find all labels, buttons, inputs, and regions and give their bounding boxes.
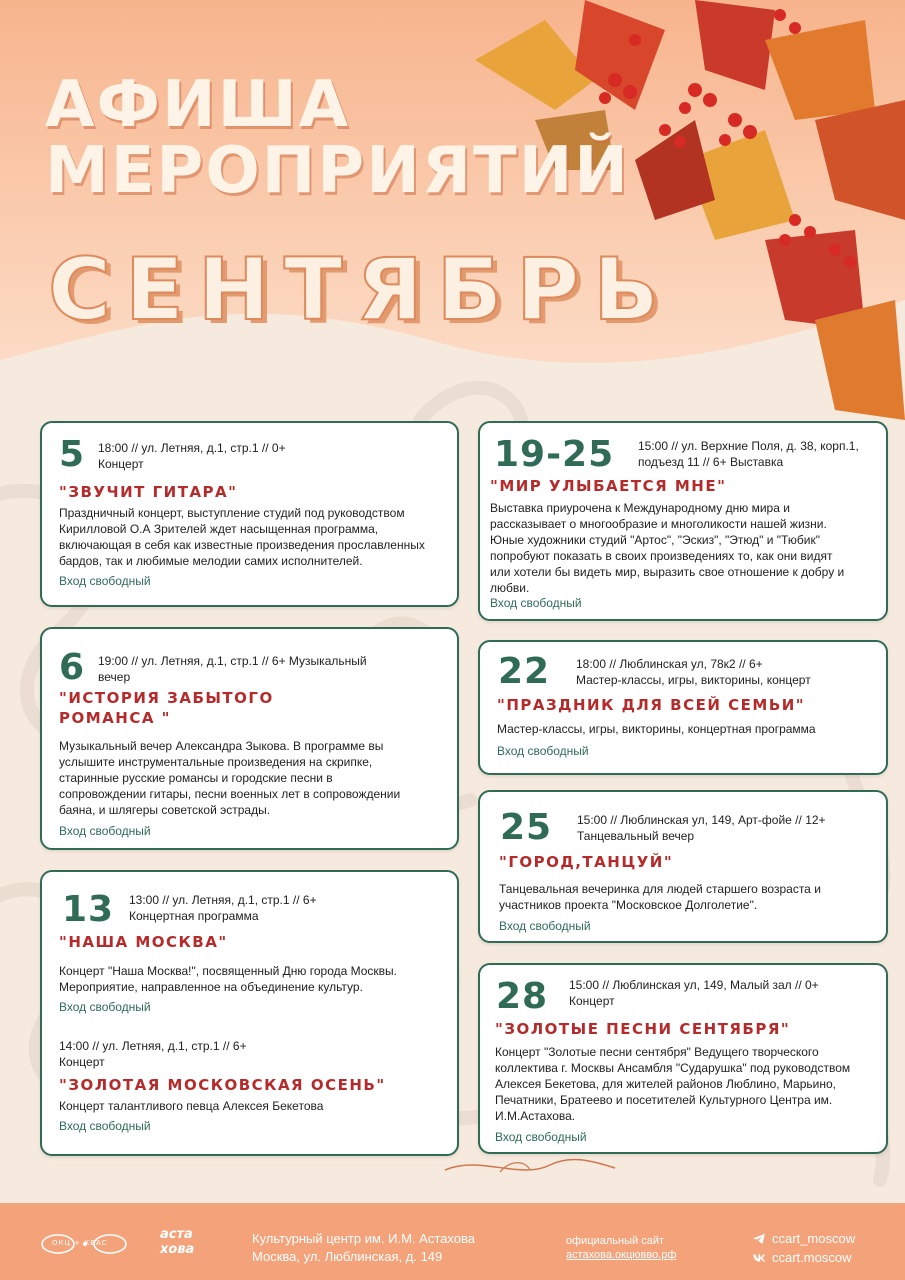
event-date: 25 (500, 807, 553, 848)
event-meta-line1: 13:00 // ул. Летняя, д.1, стр.1 // 6+ (129, 893, 317, 907)
poster-title-line2: МЕРОПРИЯТИЙ (45, 134, 630, 208)
event-title: "ЗОЛОТЫЕ ПЕСНИ СЕНТЯБРЯ" (495, 1020, 791, 1038)
event-meta (129, 892, 317, 924)
event-description: Мастер-классы, игры, викторины, концертная программа (497, 722, 816, 736)
event-meta-line2: подъезд 11 // 6+ Выставка (638, 455, 784, 469)
description-line: или хотели бы видеть мир, выразить свое отношение к добру и (490, 565, 845, 579)
event-meta (98, 440, 286, 472)
org-address: Москва, ул. Люблинская, д. 149 (252, 1249, 443, 1264)
description-line: Мероприятие, направленное на объединение культур. (59, 980, 363, 994)
event-meta-line2: Танцевальный вечер (577, 829, 695, 843)
description-line: старинные русские романсы и городские песни в (59, 771, 333, 785)
event-date: 5 (59, 434, 86, 475)
org-info (252, 1230, 475, 1266)
event-meta-line2: вечер (98, 670, 131, 684)
description-line: Алексея Бекетова, для жителей районов Люблино, Марьино, (495, 1077, 836, 1091)
description-line: сопровождении гитары, песни военных лет в сопровождении (59, 787, 401, 801)
telegram-icon (752, 1232, 766, 1246)
description-line: Праздничный концерт, выступление студий под руководством (59, 506, 405, 520)
description-line: Концерт "Наша Москва!", посвященный Дню города Москвы. (59, 964, 398, 978)
astahova-logo-line1: аста (160, 1227, 193, 1242)
description-line: баяна, и шлягеры советской эстрады. (59, 803, 271, 817)
event-description (495, 1044, 850, 1124)
event-meta-line2: Концертная программа (129, 909, 259, 923)
entry-note: Вход свободный (495, 1130, 587, 1144)
event-title: "МИР УЛЫБАЕТСЯ МНЕ" (490, 477, 727, 495)
vk-link[interactable] (752, 1248, 855, 1267)
event-meta-line2: Концерт (569, 994, 615, 1008)
entry-note: Вход свободный (497, 744, 589, 758)
event-date: 22 (498, 651, 551, 692)
event-meta (569, 977, 819, 1009)
event-date: 28 (496, 976, 549, 1017)
okc-kvas-logo (40, 1233, 130, 1255)
description-line: Кирилловой О.А Зрителей ждет насыщенная программа, (59, 522, 379, 536)
event-date: 19-25 (494, 434, 615, 475)
event-description (59, 738, 400, 818)
event-title: "ЗВУЧИТ ГИТАРА" (59, 483, 238, 501)
event-date: 13 (62, 889, 115, 930)
entry-note: Вход свободный (59, 1119, 151, 1133)
event-meta-line1: 14:00 // ул. Летняя, д.1, стр.1 // 6+ (59, 1039, 247, 1053)
event-date: 6 (59, 647, 86, 688)
event-card-5 (40, 421, 459, 607)
event-card-19-25 (478, 421, 888, 621)
event-title: "ГОРОД,ТАНЦУЙ" (499, 853, 674, 871)
event-meta-line1: 15:00 // ул. Верхние Поля, д. 38, корп.1, (638, 439, 859, 453)
event-title-line1: "ИСТОРИЯ ЗАБЫТОГО (59, 689, 274, 707)
description-line: И.М.Астахова. (495, 1109, 576, 1123)
description-line: участников проекта "Московское Долголетие". (499, 898, 758, 912)
description-line: Печатники, Братеево и посетителей Культурного Центра им. (495, 1093, 833, 1107)
swirl-ornament (440, 1150, 620, 1180)
event-meta (638, 438, 859, 470)
astahova-logo (160, 1227, 206, 1263)
site-link[interactable]: астахова.окцювво.рф (566, 1249, 677, 1261)
event-title-line2: РОМАНСА " (59, 709, 171, 727)
entry-note: Вход свободный (59, 824, 151, 838)
description-line: коллектива г. Москвы Ансамбля "Сударушка" под руководством (495, 1061, 851, 1075)
event-meta-line1: 19:00 // ул. Летняя, д.1, стр.1 // 6+ Музыкальный (98, 654, 367, 668)
description-line: услышите инструментальные произведения на скрипке, (59, 755, 373, 769)
event-description (59, 505, 425, 569)
event-meta-line1: 15:00 // Люблинская ул, 149, Малый зал // 0+ (569, 978, 819, 992)
org-name: Культурный центр им. И.М. Астахова (252, 1231, 475, 1246)
okc-kvas-logo-text: ОКЦ + КВАС (52, 1239, 108, 1247)
event-meta-second (59, 1038, 247, 1070)
entry-note: Вход свободный (59, 574, 151, 588)
event-meta-line2: Концерт (98, 457, 144, 471)
event-meta-line1: 18:00 // ул. Летняя, д.1, стр.1 // 0+ (98, 441, 286, 455)
vk-handle: ccart.moscow (772, 1250, 852, 1265)
description-line: Юные художники студий "Артос", "Эскиз", "Этюд" и "Тюбик" (490, 533, 820, 547)
event-meta-line2: Мастер-классы, игры, викторины, концерт (576, 673, 811, 687)
event-meta (577, 812, 826, 844)
event-card-6 (40, 627, 459, 850)
event-meta-line2: Концерт (59, 1055, 105, 1069)
event-title: "ПРАЗДНИК ДЛЯ ВСЕЙ СЕМЬИ" (497, 696, 806, 714)
poster-title-line1: АФИША (45, 68, 351, 142)
event-description (490, 500, 844, 596)
event-description-second: Концерт талантливого певца Алексея Бекетова (59, 1099, 324, 1113)
description-line: Концерт "Золотые песни сентября" Ведущего творческого (495, 1045, 819, 1059)
event-meta (98, 653, 367, 685)
entry-note: Вход свободный (59, 1000, 151, 1014)
autumn-foliage-illustration (435, 0, 905, 440)
description-line: бардов, так и любимые мелодии самих исполнителей. (59, 554, 363, 568)
description-line: рассказывает о многообразие и многоликости нашей жизни. (490, 517, 827, 531)
event-title-second: "ЗОЛОТАЯ МОСКОВСКАЯ ОСЕНЬ" (59, 1076, 386, 1094)
entry-note: Вход свободный (490, 596, 582, 610)
event-card-25 (478, 790, 888, 943)
description-line: Выставка приурочена к Международному дню мира и (490, 501, 790, 515)
event-meta (576, 656, 811, 688)
event-description (499, 881, 821, 913)
event-card-28 (478, 963, 888, 1154)
vk-icon (752, 1251, 766, 1265)
event-card-22 (478, 640, 888, 775)
footer (0, 1203, 905, 1280)
astahova-logo-line2: хова (160, 1242, 195, 1257)
telegram-link[interactable] (752, 1229, 855, 1248)
site-info (566, 1234, 676, 1262)
telegram-handle: ccart_moscow (772, 1231, 856, 1246)
event-title: "НАША МОСКВА" (59, 933, 228, 951)
month-title: СЕНТЯБРЬ (48, 240, 673, 340)
description-line: Танцевальная вечеринка для людей старшего возраста и (499, 882, 821, 896)
poster-title (45, 68, 630, 208)
description-line: Музыкальный вечер Александра Зыкова. В программе вы (59, 739, 384, 753)
entry-note: Вход свободный (499, 919, 591, 933)
site-label: официальный сайт (566, 1235, 665, 1247)
event-title (59, 688, 274, 728)
description-line: включающая в себя как известные произведения прославленных (59, 538, 425, 552)
description-line: любви. (490, 581, 530, 595)
event-description (59, 963, 397, 995)
event-meta-line1: 18:00 // Люблинская ул, 78к2 // 6+ (576, 657, 763, 671)
description-line: попробуют показать в своих произведениях то, как они видят (490, 549, 833, 563)
event-meta-line1: 15:00 // Люблинская ул, 149, Арт-фойе // 12+ (577, 813, 826, 827)
social-links (752, 1229, 855, 1267)
event-card-13 (40, 870, 459, 1156)
